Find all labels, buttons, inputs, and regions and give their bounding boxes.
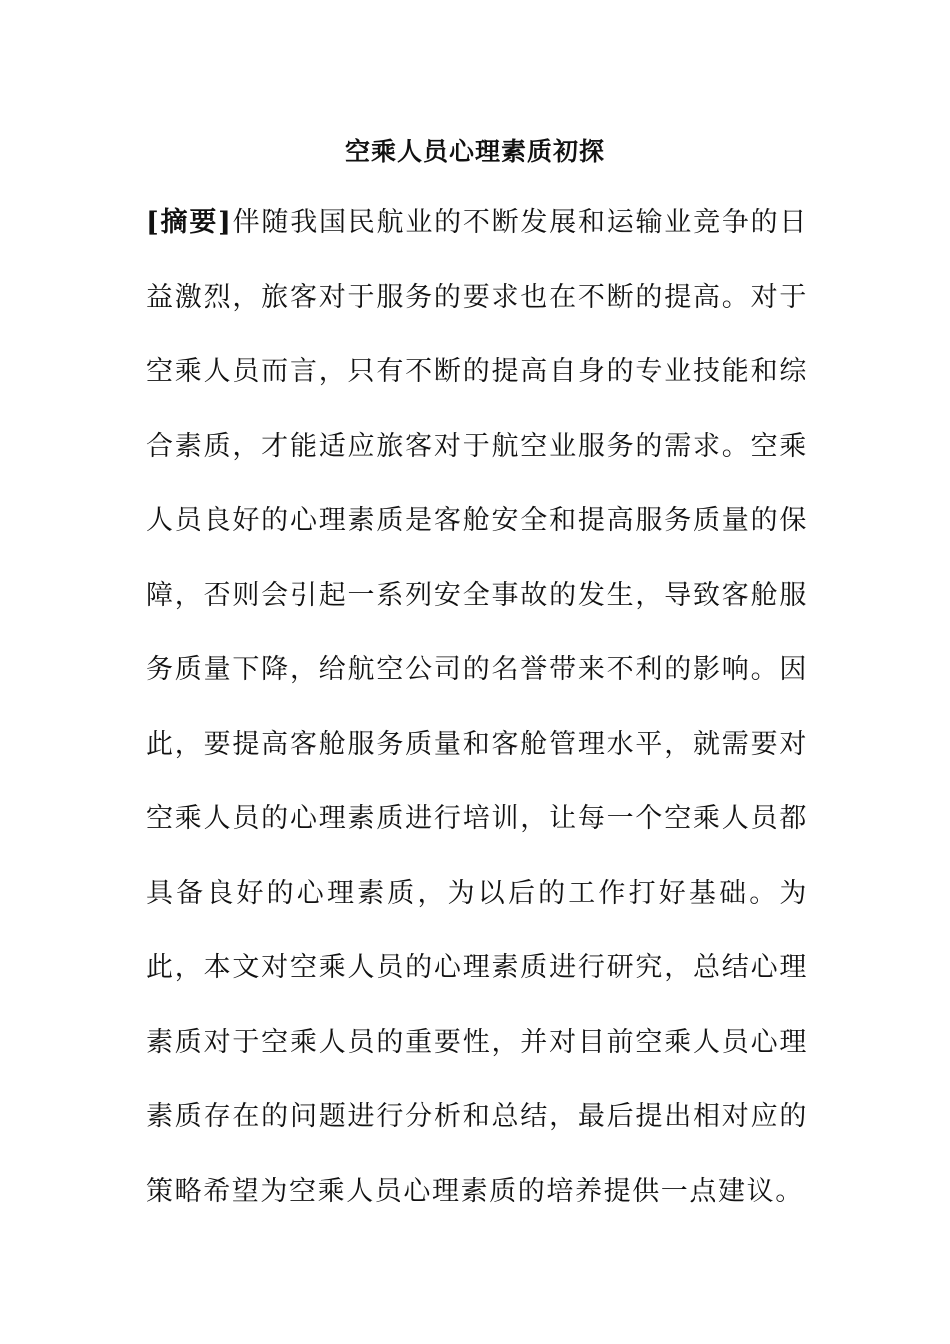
abstract-text: 伴随我国民航业的不断发展和运输业竞争的日益激烈，旅客对于服务的要求也在不断的提高。对于空乘人员而言，只有不断的提高自身的专业技能和综合素质，才能适应旅客对于航空业服务的需求。空乘人员良好的心理素质是客舱安全和提高服务质量的保障，否则会引起一系列安全事故的发生，导致客舱服务质量下降，给航空公司的名誉带来不利的影响。因此，要提高客舱服务质量和客舱管理水平，就需要对空乘人员的心理素质进行培训，让每一个空乘人员都具备良好的心理素质，为以后的工作打好基础。为此，本文对空乘人员的心理素质进行研究，总结心理素质对于空乘人员的重要性，并对目前空乘人员心理素质存在的问题进行分析和总结，最后提出相对应的策略希望为空乘人员心理素质的培养提供一点建议。	[146, 207, 809, 1207]
abstract-label: [摘要]	[146, 207, 233, 238]
document-title: 空乘人员心理素质初探	[344, 137, 605, 166]
abstract-paragraph	[146, 186, 808, 1229]
